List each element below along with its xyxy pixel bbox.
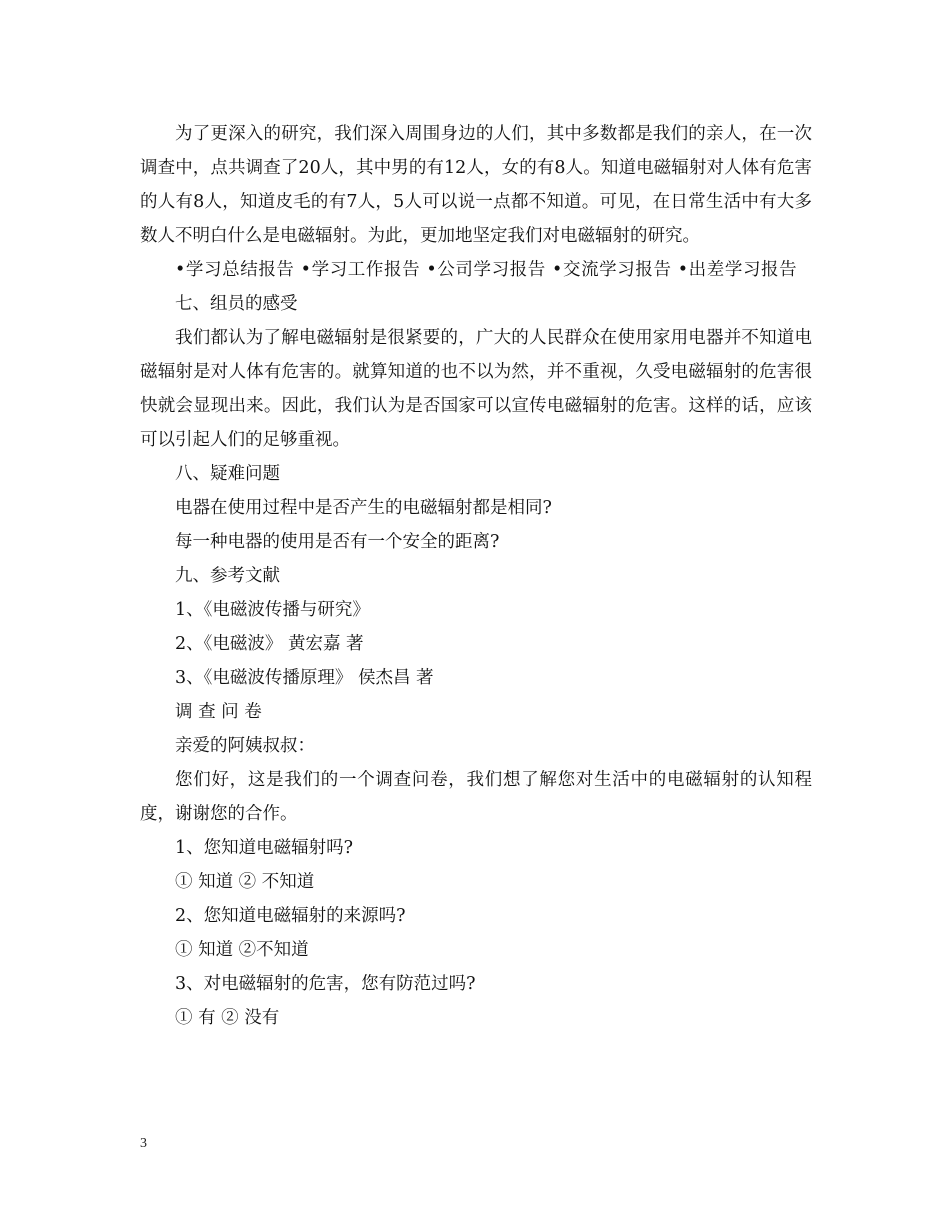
paragraph-related-links[interactable]: •学习总结报告 •学习工作报告 •公司学习报告 •交流学习报告 •出差学习报告 — [175, 260, 798, 280]
survey-options-3: ① 有 ② 没有 — [175, 1008, 280, 1028]
paragraph-question-2: 每一种电器的使用是否有一个安全的距离? — [175, 532, 500, 552]
reference-item-2: 2、《电磁波》 黄宏嘉 著 — [175, 634, 364, 654]
questionnaire-intro: 您们好，这是我们的一个调查问卷，我们想了解您对生活中的电磁辐射的认知程度，谢谢您的合作。 — [140, 770, 812, 824]
page-number: 3 — [140, 1136, 147, 1151]
reference-item-1: 1、《电磁波传播与研究》 — [175, 600, 370, 620]
questionnaire-greeting: 亲爱的阿姨叔叔： — [175, 736, 315, 756]
survey-options-2: ① 知道 ②不知道 — [175, 940, 309, 960]
heading-member-feelings: 七、组员的感受 — [175, 294, 298, 314]
paragraph-member-feelings: 我们都认为了解电磁辐射是很紧要的，广大的人民群众在使用家用电器并不知道电磁辐射是对人体有危害的。就算知道的也不以为然，并不重视，久受电磁辐射的危害很快就会显现出来。因此，我们认为是否国家可以宣传电磁辐射的危害。这样的话，应该可以引起人们的足够重视。 — [140, 328, 812, 450]
reference-item-3: 3、《电磁波传播原理》 侯杰昌 著 — [175, 668, 434, 688]
document-body — [140, 117, 812, 1035]
heading-references: 九、参考文献 — [175, 566, 280, 586]
questionnaire-title: 调 查 问 卷 — [175, 702, 262, 722]
survey-question-2: 2、您知道电磁辐射的来源吗? — [175, 906, 406, 926]
paragraph-question-1: 电器在使用过程中是否产生的电磁辐射都是相同? — [175, 498, 552, 518]
survey-question-1: 1、您知道电磁辐射吗? — [175, 838, 354, 858]
survey-question-3: 3、对电磁辐射的危害，您有防范过吗? — [175, 974, 476, 994]
paragraph-survey-results: 为了更深入的研究，我们深入周围身边的人们，其中多数都是我们的亲人，在一次调查中，点共调查了20人，其中男的有12人，女的有8人。知道电磁辐射对人体有危害的人有8人，知道皮毛的有7人，5人可以说一点都不知道。可见，在日常生活中有大多数人不明白什么是电磁辐射。为此，更加地坚定我们对电磁辐射的研究。 — [140, 124, 812, 246]
heading-difficult-questions: 八、疑难问题 — [175, 464, 280, 484]
survey-options-1: ① 知道 ② 不知道 — [175, 872, 315, 892]
